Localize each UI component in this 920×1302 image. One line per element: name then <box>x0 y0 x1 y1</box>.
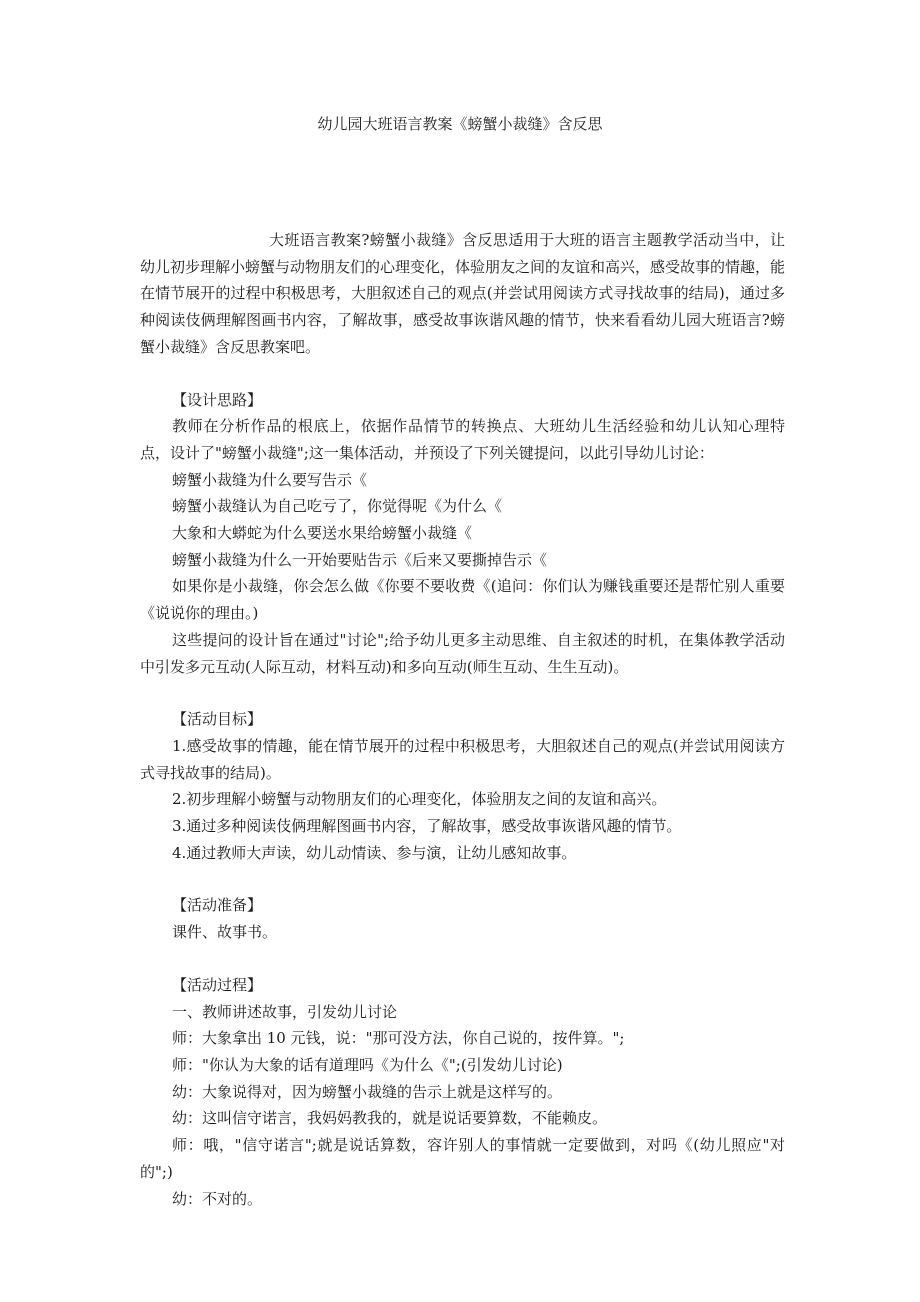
process-line-2: 师：大象拿出 10 元钱，说："那可没方法，你自己说的，按件算。"; <box>172 1029 625 1048</box>
design-question-4: 螃蟹小裁缝为什么一开始要贴告示《后来又要撕掉告示《 <box>172 550 548 569</box>
design-question-1: 螃蟹小裁缝为什么要写告示《 <box>172 470 368 489</box>
document-body <box>140 227 785 1212</box>
process-line-3: 师："你认为大象的话有道理吗《为什么《";(引发幼儿讨论) <box>172 1055 563 1074</box>
document-title: 幼儿园大班语言教案《螃蟹小裁缝》含反思 <box>317 115 603 133</box>
process-line-7: 幼：不对的。 <box>172 1189 263 1208</box>
design-heading: 【设计思路】 <box>172 390 263 409</box>
goals-heading: 【活动目标】 <box>172 710 263 729</box>
goal-item-2: 2.初步理解小螃蟹与动物朋友们的心理变化，体验朋友之间的友谊和高兴。 <box>172 790 667 809</box>
process-line-5: 幼：这叫信守诺言，我妈妈教我的，就是说话要算数，不能赖皮。 <box>172 1109 608 1128</box>
prep-heading: 【活动准备】 <box>172 896 263 915</box>
process-line-6: 师：哦，"信守诺言";就是说话算数，容许别人的事情就一定要做到，对吗《(幼儿照应"对的";) <box>140 1136 785 1181</box>
goal-item-4: 4.通过教师大声读，幼儿动情读、参与演，让幼儿感知故事。 <box>172 843 577 862</box>
goal-item-3: 3.通过多种阅读伎俩理解图画书内容，了解故事，感受故事诙谐风趣的情节。 <box>172 817 682 836</box>
process-line-1: 一、教师讲述故事，引发幼儿讨论 <box>172 1002 398 1021</box>
design-closing: 这些提问的设计旨在通过"讨论";给予幼儿更多主动思维、自主叙述的时机，在集体教学活动中引发多元互动(人际互动，材料互动)和多向互动(师生互动、生生互动)。 <box>140 630 785 676</box>
design-paragraph: 教师在分析作品的根底上，依据作品情节的转换点、大班幼儿生活经验和幼儿认知心理特点，设计了"螃蟹小裁缝";这一集体活动，并预设了下列关键提问，以此引导幼儿讨论： <box>140 417 785 462</box>
process-heading: 【活动过程】 <box>172 975 263 994</box>
design-question-2: 螃蟹小裁缝认为自己吃亏了，你觉得呢《为什么《 <box>172 497 503 516</box>
process-line-4: 幼：大象说得对，因为螃蟹小裁缝的告示上就是这样写的。 <box>172 1082 563 1101</box>
prep-text: 课件、故事书。 <box>172 923 278 942</box>
goal-item-1: 1.感受故事的情趣，能在情节展开的过程中积极思考，大胆叙述自己的观点(并尝试用阅读方式寻找故事的结局)。 <box>140 736 785 782</box>
intro-paragraph: 大班语言教案?螃蟹小裁缝》含反思适用于大班的语言主题教学活动当中，让幼儿初步理解小螃蟹与动物朋友们的心理变化，体验朋友之间的友谊和高兴，感受故事的情趣，能在情节展开的过程中积极思考，大胆叙述自己的观点(并尝试用阅读方式寻找故事的结局)，通过多种阅读伎俩理解图画书内容，了解故事，感受故事诙谐风趣的情节，快来看看幼儿园大班语言?螃蟹小裁缝》含反思教案吧。 <box>140 231 786 356</box>
design-question-5: 如果你是小裁缝，你会怎么做《你要不要收费《(追问：你们认为赚钱重要还是帮忙别人重要《说说你的理由。) <box>140 577 785 623</box>
design-question-3: 大象和大蟒蛇为什么要送水果给螃蟹小裁缝《 <box>172 524 473 543</box>
